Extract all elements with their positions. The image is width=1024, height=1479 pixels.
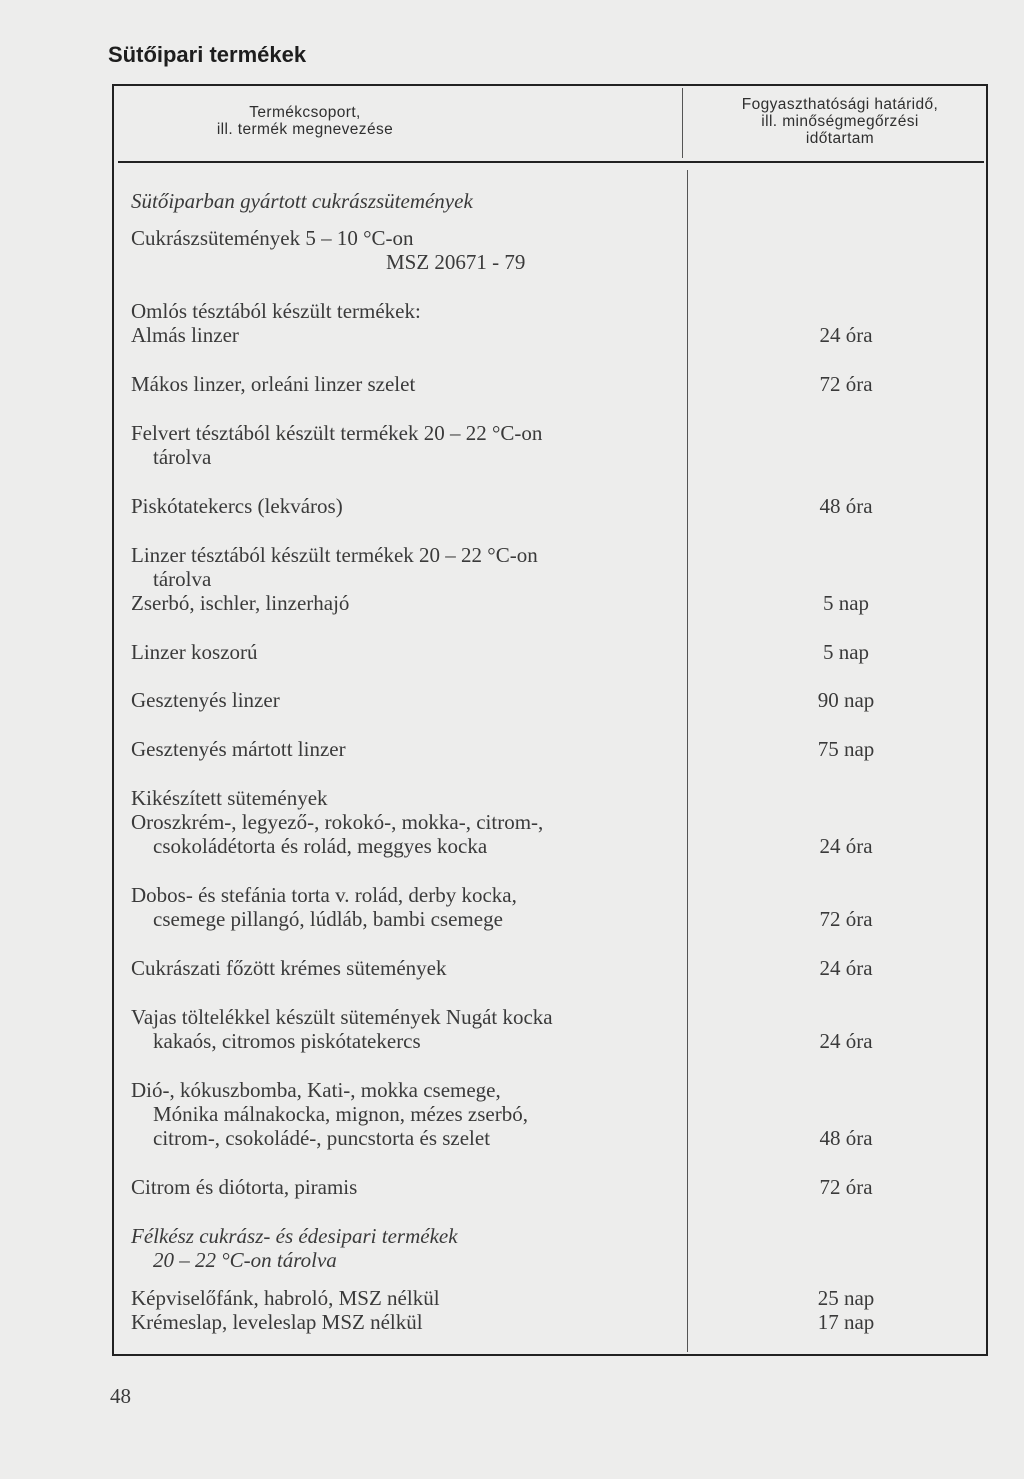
shelf-life-table [112,84,988,1360]
row-value: 24 óra [819,834,873,858]
row-label: MSZ 20671 - 79 [386,250,526,274]
row-label: tárolva [153,445,212,469]
row-label: kakaós, citromos piskótatekercs [153,1029,421,1053]
row-value: 90 nap [817,688,875,712]
row-label: Omlós tésztából készült termékek: [131,299,421,323]
row-value: 75 nap [817,737,875,761]
section-heading: 20 – 22 °C-on tárolva [153,1248,337,1272]
section-heading: Félkész cukrász- és édesipari termékek [131,1224,458,1248]
row-label: Gesztenyés mártott linzer [131,737,346,761]
row-value: 25 nap [817,1286,875,1310]
row-label: Linzer koszorú [131,640,258,664]
table-right-rule [986,84,988,1356]
row-label: Oroszkrém-, legyező-, rokokó-, mokka-, citrom-, [131,810,544,834]
row-value: 72 óra [819,907,873,931]
row-label: Képviselőfánk, habroló, MSZ nélkül [131,1286,440,1310]
body-column-divider [687,170,688,1352]
row-label: Zserbó, ischler, linzerhajó [131,591,350,615]
row-label: Cukrászati főzött krémes sütemények [131,956,447,980]
row-value: 17 nap [817,1310,875,1334]
row-label: Almás linzer [131,323,239,347]
row-value: 24 óra [819,1029,873,1053]
row-label: Krémeslap, leveleslap MSZ nélkül [131,1310,423,1334]
header-product-group: Termékcsoport, ill. termék megnevezése [216,104,394,138]
row-label: Kikészített sütemények [131,786,328,810]
row-value: 48 óra [819,1126,873,1150]
row-label: csokoládétorta és rolád, meggyes kocka [153,834,488,858]
row-label: Citrom és diótorta, piramis [131,1175,358,1199]
row-label: citrom-, csokoládé-, puncstorta és szelet [153,1126,491,1150]
row-label: Felvert tésztából készült termékek 20 – 22 °C-on [131,421,543,445]
row-value: 48 óra [819,494,873,518]
row-value: 5 nap [822,640,870,664]
table-bottom-rule [112,1354,988,1356]
row-label: Piskótatekercs (lekváros) [131,494,343,518]
row-label: Gesztenyés linzer [131,688,280,712]
row-label: tárolva [153,567,212,591]
table-left-rule [112,84,114,1356]
row-label: Dobos- és stefánia torta v. rolád, derby kocka, [131,883,517,907]
page-title: Sütőipari termékek [108,42,307,67]
row-value: 72 óra [819,372,873,396]
row-value: 24 óra [819,323,873,347]
row-label: Dió-, kókuszbomba, Kati-, mokka csemege, [131,1078,501,1102]
row-label: csemege pillangó, lúdláb, bambi csemege [153,907,503,931]
header-column-divider [682,88,683,158]
row-label: Vajas töltelékkel készült sütemények Nugát kocka [131,1005,553,1029]
header-shelf-life: Fogyaszthatósági határidő, ill. minőségmegőrzési időtartam [741,96,939,147]
row-label: Mónika málnakocka, mignon, mézes zserbó, [153,1102,528,1126]
row-label: Mákos linzer, orleáni linzer szelet [131,372,416,396]
table-top-rule [112,84,988,86]
page-number: 48 [110,1384,131,1408]
table-header-rule [118,161,984,163]
row-label: Linzer tésztából készült termékek 20 – 22 °C-on [131,543,538,567]
row-value: 5 nap [822,591,870,615]
row-label: Cukrászsütemények 5 – 10 °C-on [131,226,414,250]
row-value: 24 óra [819,956,873,980]
section-heading: Sütőiparban gyártott cukrászsütemények [131,189,473,213]
row-value: 72 óra [819,1175,873,1199]
